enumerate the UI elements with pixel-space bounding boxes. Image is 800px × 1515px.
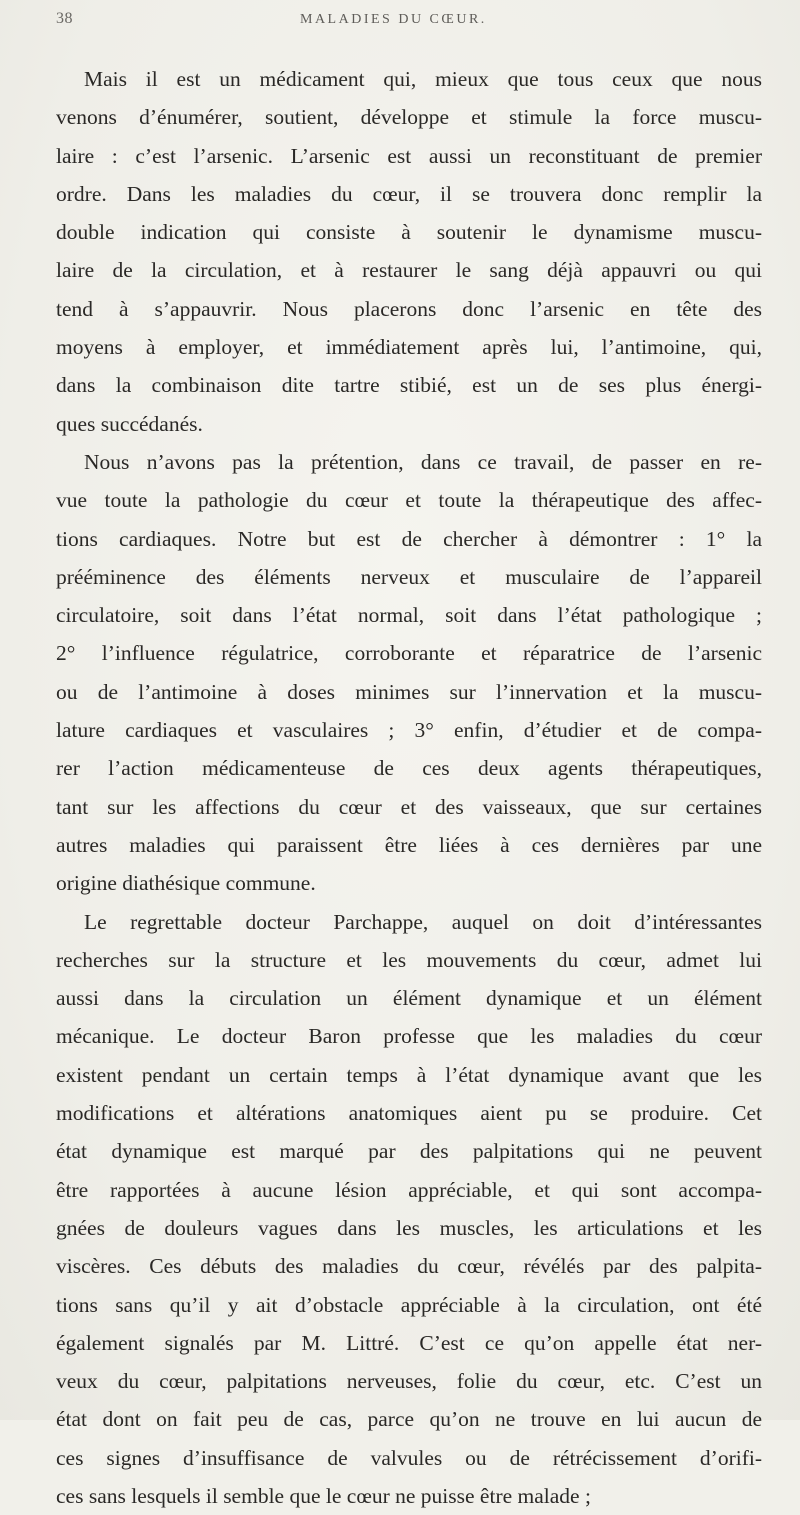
text-line: rer l’action médicamenteuse de ces deux agents thérapeutiques,: [56, 756, 762, 781]
text-line: autres maladies qui paraissent être liées à ces dernières par une: [56, 832, 762, 857]
running-head: MALADIES DU CŒUR.: [300, 12, 487, 27]
text-line: Le regrettable docteur Parchappe, auquel on doit d’intéressantes: [84, 909, 762, 934]
text-line: être rapportées à aucune lésion appréciable, et qui sont accompa-: [56, 1177, 762, 1202]
text-line: Nous n’avons pas la prétention, dans ce travail, de passer en re-: [84, 449, 762, 474]
text-line: vue toute la pathologie du cœur et toute la thérapeutique des affec-: [56, 488, 762, 513]
text-line: aussi dans la circulation un élément dynamique et un élément: [56, 986, 762, 1011]
text-line: dans la combinaison dite tartre stibié, est un de ses plus énergi-: [56, 373, 762, 398]
text-line: circulatoire, soit dans l’état normal, soit dans l’état pathologique ;: [56, 603, 762, 628]
text-line: double indication qui consiste à soutenir le dynamisme muscu-: [56, 220, 762, 245]
text-line: tions sans qu’il y ait d’obstacle appréciable à la circulation, ont été: [56, 1292, 762, 1317]
text-line: ordre. Dans les maladies du cœur, il se trouvera donc remplir la: [56, 181, 762, 206]
text-line: tions cardiaques. Notre but est de chercher à démontrer : 1° la: [56, 526, 762, 551]
body-text: [56, 60, 762, 1515]
text-line: existent pendant un certain temps à l’état dynamique avant que les: [56, 1062, 762, 1087]
page-number: 38: [56, 10, 73, 27]
text-line: 2° l’influence régulatrice, corroborante et réparatrice de l’arsenic: [56, 641, 762, 666]
text-line: moyens à employer, et immédiatement après lui, l’antimoine, qui,: [56, 335, 762, 360]
text-line: gnées de douleurs vagues dans les muscles, les articulations et les: [56, 1215, 762, 1240]
text-line: recherches sur la structure et les mouvements du cœur, admet lui: [56, 947, 762, 972]
text-line: tend à s’appauvrir. Nous placerons donc l’arsenic en tête des: [56, 296, 762, 321]
text-line: mécanique. Le docteur Baron professe que les maladies du cœur: [56, 1024, 762, 1049]
text-line: modifications et altérations anatomiques aient pu se produire. Cet: [56, 1101, 762, 1126]
text-line: venons d’énumérer, soutient, développe et stimule la force muscu-: [56, 105, 762, 130]
text-line: état dynamique est marqué par des palpitations qui ne peuvent: [56, 1139, 762, 1164]
text-line: ces signes d’insuffisance de valvules ou de rétrécissement d’orifi-: [56, 1445, 762, 1470]
text-line: lature cardiaques et vasculaires ; 3° enfin, d’étudier et de compa-: [56, 718, 762, 743]
text-line: veux du cœur, palpitations nerveuses, folie du cœur, etc. C’est un: [56, 1369, 762, 1394]
text-line: tant sur les affections du cœur et des vaisseaux, que sur certaines: [56, 794, 762, 819]
text-line: laire de la circulation, et à restaurer le sang déjà appauvri ou qui: [56, 258, 762, 283]
text-line: état dont on fait peu de cas, parce qu’on ne trouve en lui aucun de: [56, 1407, 762, 1432]
text-line: origine diathésique commune.: [56, 871, 316, 896]
text-line: Mais il est un médicament qui, mieux que tous ceux que nous: [84, 67, 762, 91]
text-line: ou de l’antimoine à doses minimes sur l’innervation et la muscu-: [56, 679, 762, 704]
text-line: viscères. Ces débuts des maladies du cœur, révélés par des palpita-: [56, 1254, 762, 1279]
text-line: ques succédanés.: [56, 411, 203, 436]
text-line: laire : c’est l’arsenic. L’arsenic est aussi un reconstituant de premier: [56, 143, 762, 168]
text-line: également signalés par M. Littré. C’est ce qu’on appelle état ner-: [56, 1330, 762, 1355]
text-line: ces sans lesquels il semble que le cœur ne puisse être malade ;: [56, 1483, 591, 1508]
text-line: prééminence des éléments nerveux et musculaire de l’appareil: [56, 564, 762, 589]
